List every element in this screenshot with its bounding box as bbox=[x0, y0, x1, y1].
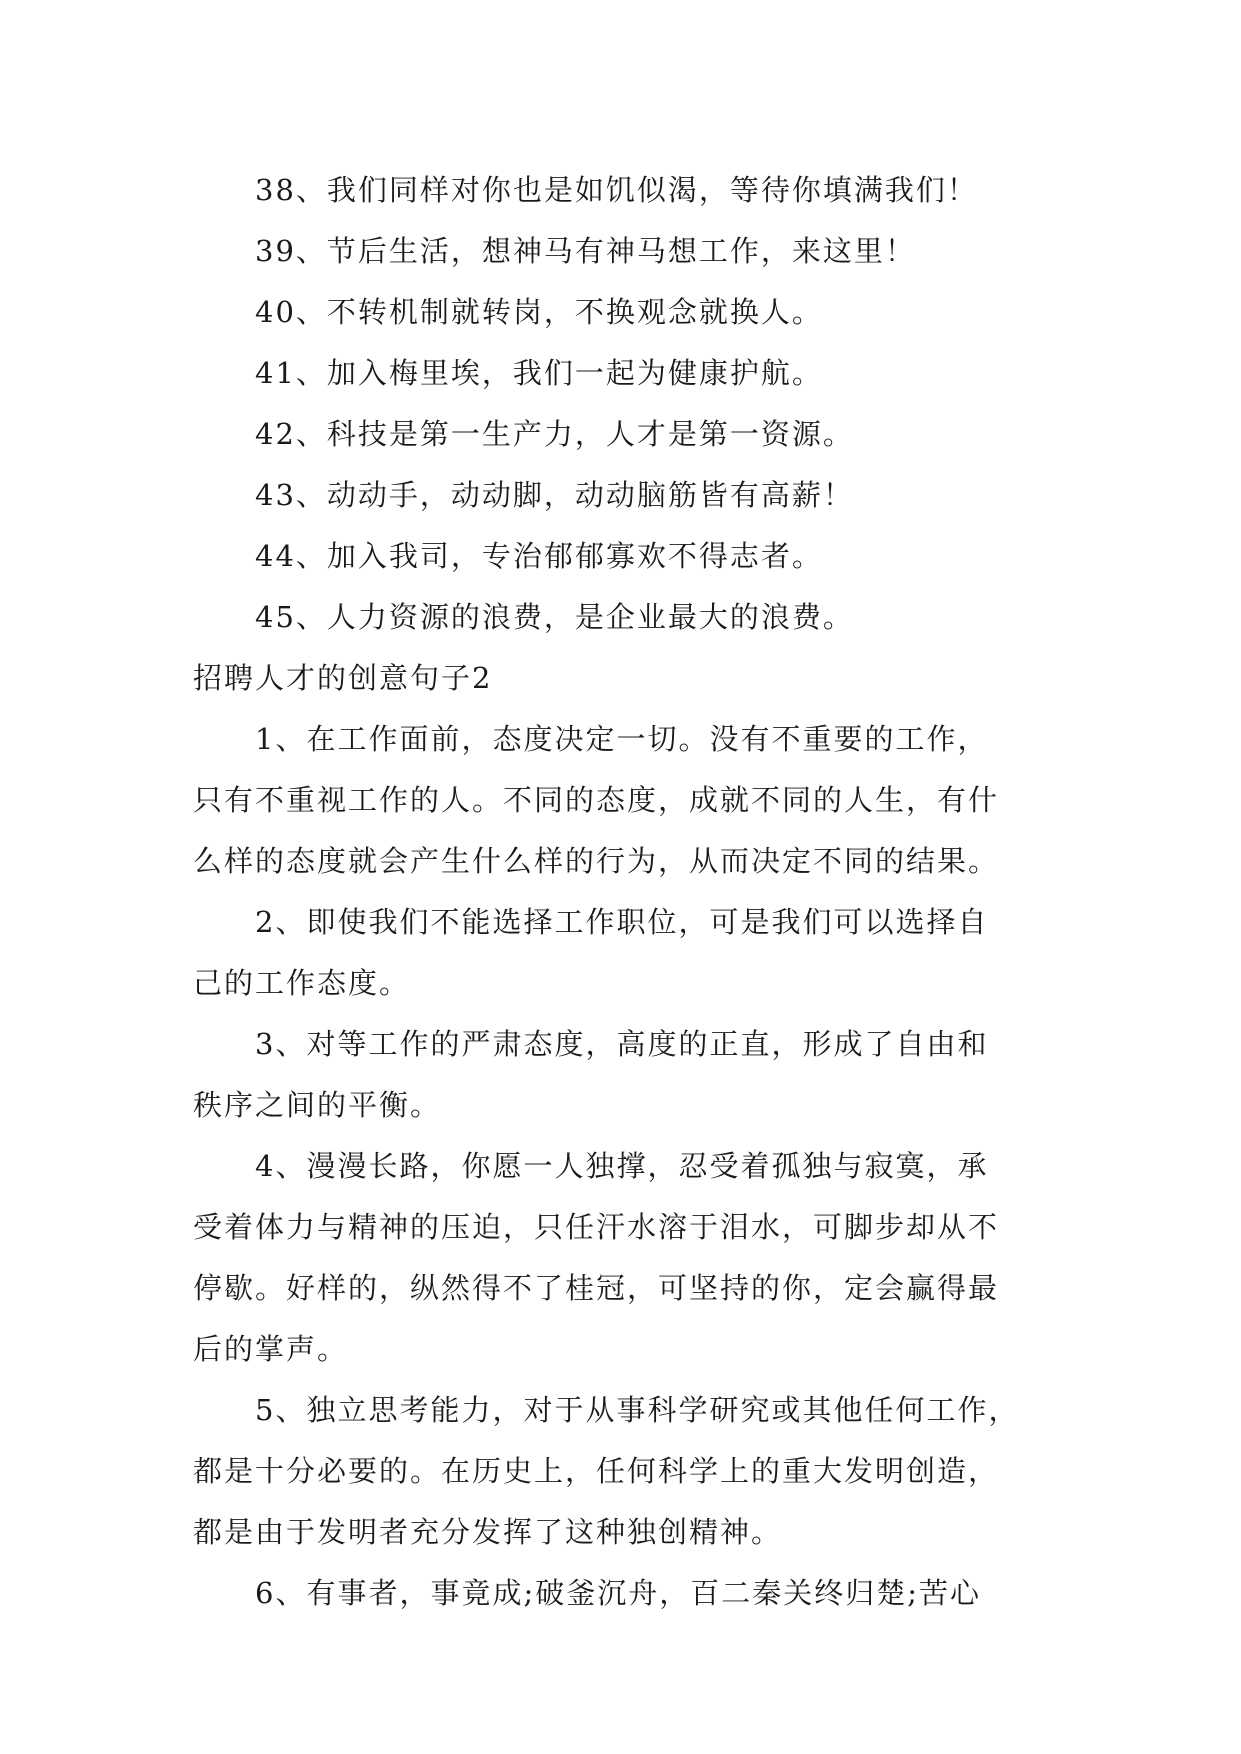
paragraph bbox=[193, 1380, 1053, 1563]
paragraph-line: 停歇。好样的，纵然得不了桂冠，可坚持的你，定会赢得最 bbox=[193, 1271, 1000, 1305]
paragraph-line: 受着体力与精神的压迫，只任汗水溶于泪水，可脚步却从不 bbox=[193, 1210, 1000, 1244]
list-item: 44、加入我司，专治郁郁寡欢不得志者。 bbox=[255, 539, 823, 573]
paragraph bbox=[193, 892, 1053, 1014]
paragraph-line: 只有不重视工作的人。不同的态度，成就不同的人生，有什 bbox=[193, 783, 1000, 817]
paragraph-line: 4、漫漫长路，你愿一人独撑，忍受着孤独与寂寞，承 bbox=[255, 1149, 989, 1183]
list-item: 42、科技是第一生产力，人才是第一资源。 bbox=[255, 417, 854, 451]
paragraph-line: 1、在工作面前，态度决定一切。没有不重要的工作， bbox=[255, 722, 989, 756]
slogan-list bbox=[193, 160, 1053, 648]
paragraph bbox=[193, 1014, 1053, 1136]
paragraph-line: 2、即使我们不能选择工作职位，可是我们可以选择自 bbox=[255, 905, 989, 939]
list-item: 45、人力资源的浪费，是企业最大的浪费。 bbox=[255, 600, 854, 634]
paragraph-line: 都是十分必要的。在历史上，任何科学上的重大发明创造， bbox=[193, 1454, 1000, 1488]
section-heading: 招聘人才的创意句子2 bbox=[193, 661, 493, 695]
list-item: 43、动动手，动动脚，动动脑筋皆有高薪！ bbox=[255, 478, 854, 512]
paragraph-line: 都是由于发明者充分发挥了这种独创精神。 bbox=[193, 1515, 783, 1549]
paragraph-line: 3、对等工作的严肃态度，高度的正直，形成了自由和 bbox=[255, 1027, 989, 1061]
list-item: 40、不转机制就转岗，不换观念就换人。 bbox=[255, 295, 823, 329]
paragraph bbox=[193, 709, 1053, 892]
list-item: 39、节后生活，想神马有神马想工作，来这里！ bbox=[255, 234, 916, 268]
paragraph-line: 6、有事者，事竟成;破釜沉舟，百二秦关终归楚;苦心 bbox=[255, 1576, 981, 1610]
paragraph-line: 秩序之间的平衡。 bbox=[193, 1088, 442, 1122]
list-item: 41、加入梅里埃，我们一起为健康护航。 bbox=[255, 356, 823, 390]
paragraph bbox=[193, 1136, 1053, 1380]
paragraph-line: 5、独立思考能力，对于从事科学研究或其他任何工作， bbox=[255, 1393, 1020, 1427]
list-item: 38、我们同样对你也是如饥似渴，等待你填满我们！ bbox=[255, 173, 978, 207]
paragraph-line: 么样的态度就会产生什么样的行为，从而决定不同的结果。 bbox=[193, 844, 1000, 878]
document-body bbox=[193, 160, 1053, 1624]
paragraph-line: 己的工作态度。 bbox=[193, 966, 411, 1000]
paragraph bbox=[193, 1563, 1053, 1624]
paragraph-line: 后的掌声。 bbox=[193, 1332, 349, 1366]
